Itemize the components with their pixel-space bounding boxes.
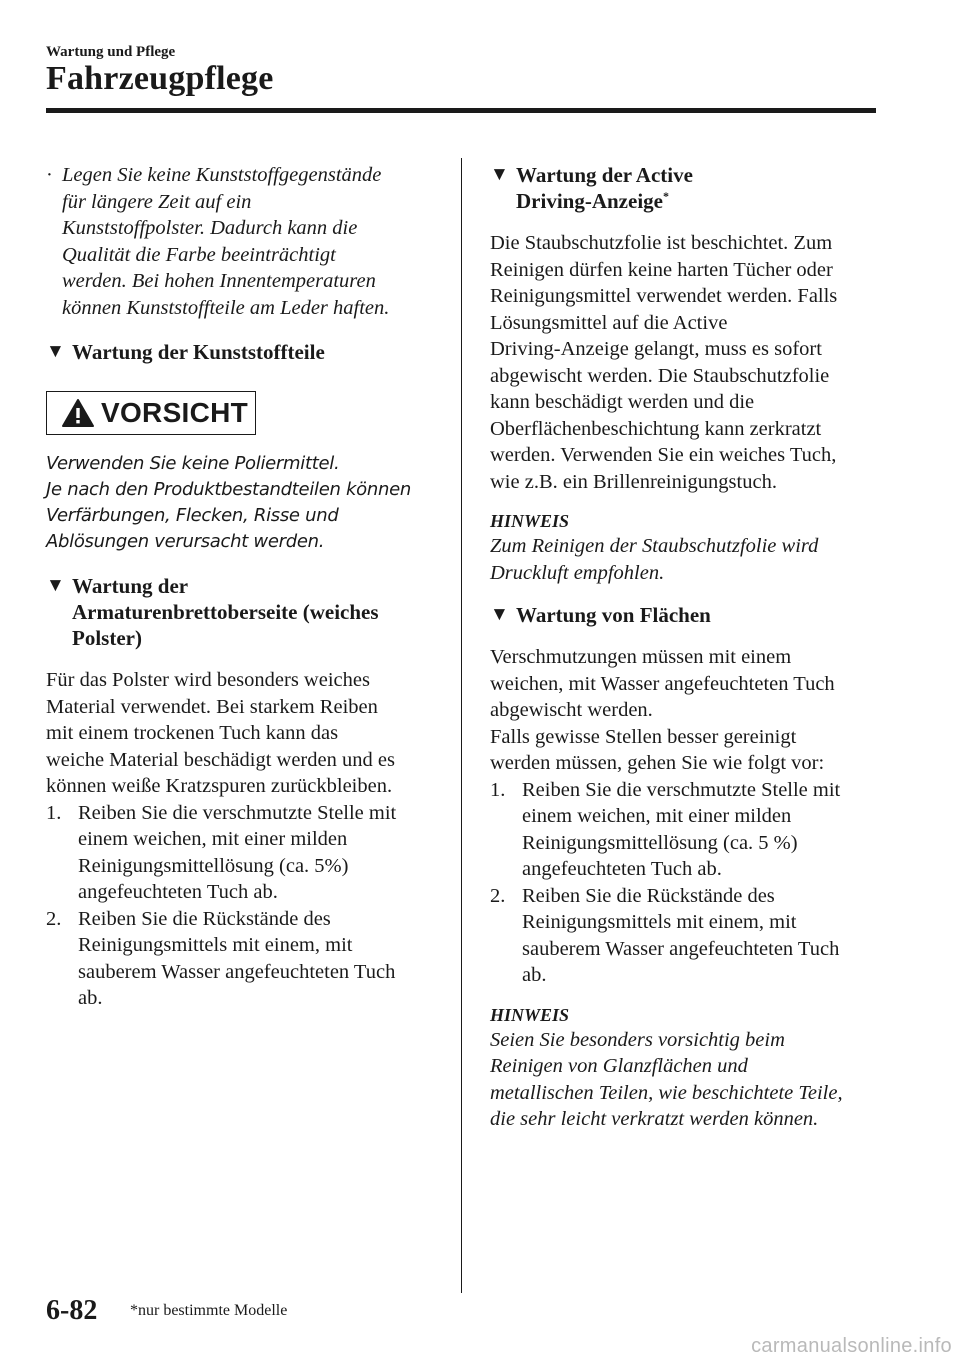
triangle-down-icon: ▼ [46,341,65,362]
heading-armaturenbrett: ▼ Wartung der Armaturenbrettoberseite (weiches Polster) [46,574,379,650]
list-item: 2. Reiben Sie die Rückstände des Reinigungsmittels mit einem, mit sauberem Wasser angefeuchteten Tuch ab. [490,884,840,986]
hinweis-label: HINWEIS [490,1004,570,1025]
triangle-down-icon: ▼ [46,575,65,596]
page-number: 6-82 [46,1295,98,1326]
asterisk-footnote: * [662,189,669,203]
caution-text: Verwenden Sie keine Poliermittel. Je nach den Produktbestandteilen können Verfärbungen, Flecken, Risse und Ablösungen verursacht werden. [46,453,411,552]
list-item: 1. Reiben Sie die verschmutzte Stelle mit einem weichen, mit einer milden Reinigungsmittellösung (ca. 5 %) angefeuchteten Tuch ab. [490,778,841,880]
triangle-down-icon: ▼ [490,604,509,625]
active-driving-paragraph: Die Staubschutzfolie ist beschichtet. Zum Reinigen dürfen keine harten Tücher oder Reinigungsmittel verwendet werden. Falls Lösungsmittel auf die Active Driving-Anzeige gelangt, muss es sofort abgewischt werden. Die Staubschutzfolie kann beschädigt werden und die Oberflächenbeschichtung kann zerkratzt werden. Verwenden Sie ein weiches Tuch, wie z.B. ein Brillenreinigungstuch. [490,232,838,493]
triangle-down-icon: ▼ [490,164,509,185]
section-label: Wartung und Pflege [46,44,176,60]
right-column [490,162,890,1133]
bullet-text: Legen Sie keine Kunststoffgegenstände für längere Zeit auf ein Kunststoffpolster. Dadurch kann die Qualität die Farbe beeinträchtigt werden. Bei hohen Innentemperaturen können Kunststoffteile am Leder haften. [62,164,390,319]
warning-icon [61,398,95,428]
heading-flaechen: ▼ Wartung von Flächen [490,603,711,627]
armaturenbrett-paragraph: Für das Polster wird besonders weiches Material verwendet. Bei starkem Reiben mit einem trockenen Tuch kann das weiche Material beschädigt werden und es können weiße Kratzspuren zurückbleiben. [46,669,395,797]
heading-kunststoffteile: ▼ Wartung der Kunststoffteile [46,340,325,364]
caution-label: VORSICHT [101,397,249,428]
bullet-item [46,162,438,321]
column-divider [461,158,462,1293]
list-item: 2. Reiben Sie die Rückstände des Reinigungsmittels mit einem, mit sauberem Wasser angefeuchteten Tuch ab. [46,907,396,1009]
bullet-dot-icon: · [46,164,53,186]
hinweis-note: HINWEIS Zum Reinigen der Staubschutzfolie wird Druckluft empfohlen. [490,509,890,586]
hinweis-note: HINWEIS Seien Sie besonders vorsichtig beim Reinigen von Glanzflächen und metallischen Teilen, wie beschichtete Teile, die sehr leicht verkratzt werden können. [490,1003,890,1133]
hinweis-label: HINWEIS [490,511,570,531]
page-title: Fahrzeugpflege [46,60,274,97]
left-column [46,162,438,1012]
watermark: carmanualsonline.info [751,1335,952,1357]
list-item: 1. Reiben Sie die verschmutzte Stelle mit einem weichen, mit einer milden Reinigungsmittellösung (ca. 5%) angefeuchteten Tuch ab. [46,801,397,903]
flaechen-paragraph: Verschmutzungen müssen mit einem weichen, mit Wasser angefeuchteten Tuch abgewischt werden. Falls gewisse Stellen besser gereinigt werden müssen, gehen Sie wie folgt vor: [490,646,835,774]
caution-box [46,391,256,435]
header-rule [46,108,876,113]
heading-active-driving: ▼ Wartung der Active Driving-Anzeige* [490,163,693,213]
footnote: *nur bestimmte Modelle [130,1302,288,1319]
